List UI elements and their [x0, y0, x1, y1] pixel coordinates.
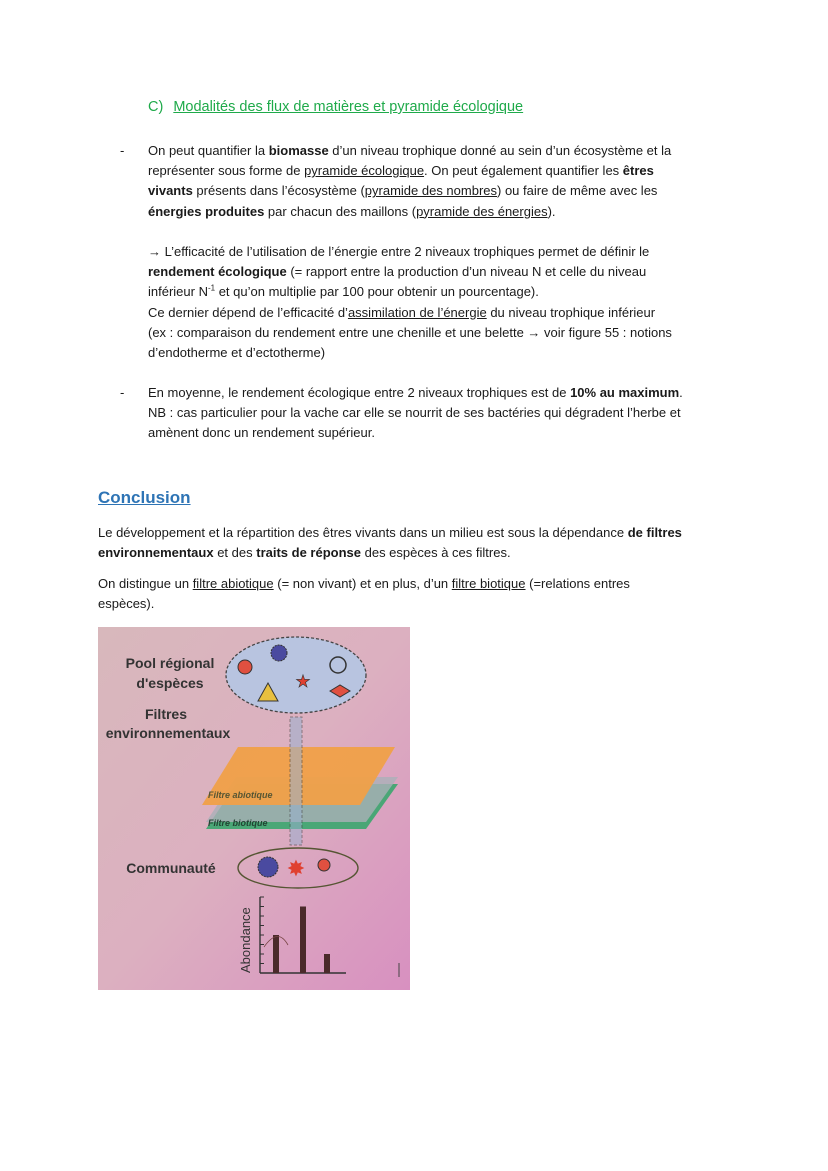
text-segment: (=relations entres: [525, 576, 630, 591]
bold-text: vivants: [148, 183, 193, 199]
text-segment: Le développement et la répartition des êtres vivants dans un milieu est sous la dépendance: [98, 525, 628, 540]
text-segment: . On peut également quantifier les: [424, 163, 623, 179]
species-star-icon: ★: [295, 672, 311, 691]
text-segment: ) ou faire de même avec les: [497, 183, 658, 199]
text-segment: d’endotherme et d’ectotherme): [148, 345, 326, 360]
underlined-text: assimilation de l’énergie: [347, 304, 487, 320]
text-line: [148, 264, 646, 280]
bold-text: énergies produites: [148, 203, 265, 219]
underlined-text: pyramide écologique: [304, 163, 425, 179]
text-segment: du niveau trophique inférieur: [486, 304, 656, 320]
text-segment: représenter sous forme de: [148, 163, 305, 179]
bold-text: environnementaux: [98, 545, 214, 561]
text-line: [148, 143, 671, 159]
underlined-text: filtre biotique: [451, 576, 526, 591]
filters-label: Filtres: [144, 706, 188, 722]
abundance-bar: [324, 954, 330, 973]
section-heading: [148, 99, 523, 115]
bold-text: traits de réponse: [256, 545, 361, 561]
bold-text: rendement écologique: [148, 264, 287, 280]
text-line: [98, 545, 511, 561]
text-line: [98, 596, 154, 612]
biotic-filter-label: Filtre biotique: [208, 818, 268, 828]
abundance-bar: [300, 907, 306, 974]
text-line: [148, 425, 375, 441]
text-segment: On peut quantifier la: [148, 143, 269, 158]
species-blue-gear-icon: [271, 645, 287, 661]
pool-label: Pool régional: [125, 655, 215, 671]
text-segment: inférieur N: [148, 284, 208, 300]
text-segment: En moyenne, le rendement écologique entre 2 niveaux trophiques est de: [148, 385, 571, 400]
community-blue-species-icon: [258, 857, 278, 877]
text-segment: NB : cas particulier pour la vache car elle se nourrit de ses bactéries qui dégradent l’herbe et: [148, 405, 681, 421]
text-segment: → L’efficacité de l’utilisation de l’énergie entre 2 niveaux trophiques permet de définir le: [148, 244, 650, 259]
filter-pass-channel: [290, 717, 302, 845]
text-segment: d’un niveau trophique donné au sein d’un écosystème et la: [328, 143, 672, 158]
text-line: [148, 244, 649, 260]
text-line: [148, 345, 325, 361]
text-line: [148, 204, 556, 220]
ecological-filters-figure: [98, 627, 410, 990]
text-segment: (ex : comparaison du rendement entre une chenille et une belette → voir figure 55 : notions: [148, 324, 672, 340]
section-title: Modalités des flux de matières et pyramide écologique: [173, 99, 524, 115]
bold-text: biomasse: [268, 143, 329, 158]
text-segment: espèces).: [98, 596, 155, 612]
text-line: [148, 405, 681, 421]
bullet-dash: -: [120, 143, 125, 158]
text-line: [148, 325, 672, 341]
text-segment: ).: [547, 203, 556, 219]
bullet-dash: -: [120, 385, 125, 400]
y-axis-label: Abondance: [238, 907, 253, 973]
text-segment: et des: [213, 545, 257, 561]
text-segment: présents dans l’écosystème (: [192, 183, 365, 199]
text-segment: On distingue un: [98, 576, 193, 591]
text-segment: amènent donc un rendement supérieur.: [148, 425, 375, 441]
text-segment: par chacun des maillons (: [264, 203, 417, 219]
bold-text: 10% au maximum: [570, 385, 680, 400]
conclusion-heading: Conclusion: [98, 488, 191, 507]
text-segment: et qu’on multiplie par 100 pour obtenir un pourcentage).: [215, 284, 539, 300]
pool-label: d'espèces: [136, 675, 204, 691]
bold-text: êtres: [622, 163, 654, 179]
text-line: [98, 525, 682, 541]
abundance-bar: [273, 935, 279, 973]
text-line: [148, 163, 654, 179]
text-segment: (= rapport entre la production d’un niveau N et celle du niveau: [286, 264, 647, 280]
community-label: Communauté: [126, 860, 216, 876]
species-red-flower-icon: [238, 660, 252, 674]
text-line: [148, 305, 655, 321]
text-line: [148, 385, 683, 401]
text-segment: des espèces à ces filtres.: [361, 545, 511, 561]
text-line: [98, 576, 630, 592]
community-star-species-icon: ✸: [286, 856, 306, 881]
underlined-text: pyramide des nombres: [364, 183, 498, 199]
abiotic-filter-label: Filtre abiotique: [208, 790, 273, 800]
filters-label: environnementaux: [105, 725, 231, 741]
superscript: -1: [207, 284, 216, 294]
text-segment: .: [679, 385, 683, 400]
bold-text: de filtres: [627, 525, 682, 540]
text-line: [148, 284, 539, 300]
text-line: [148, 183, 657, 199]
section-letter: C): [148, 99, 164, 115]
text-segment: (= non vivant) et en plus, d’un: [273, 576, 452, 591]
underlined-text: filtre abiotique: [192, 576, 274, 591]
community-red-species-icon: [318, 859, 330, 871]
underlined-text: pyramide des énergies: [416, 203, 548, 219]
text-segment: Ce dernier dépend de l’efficacité d’: [148, 304, 348, 320]
